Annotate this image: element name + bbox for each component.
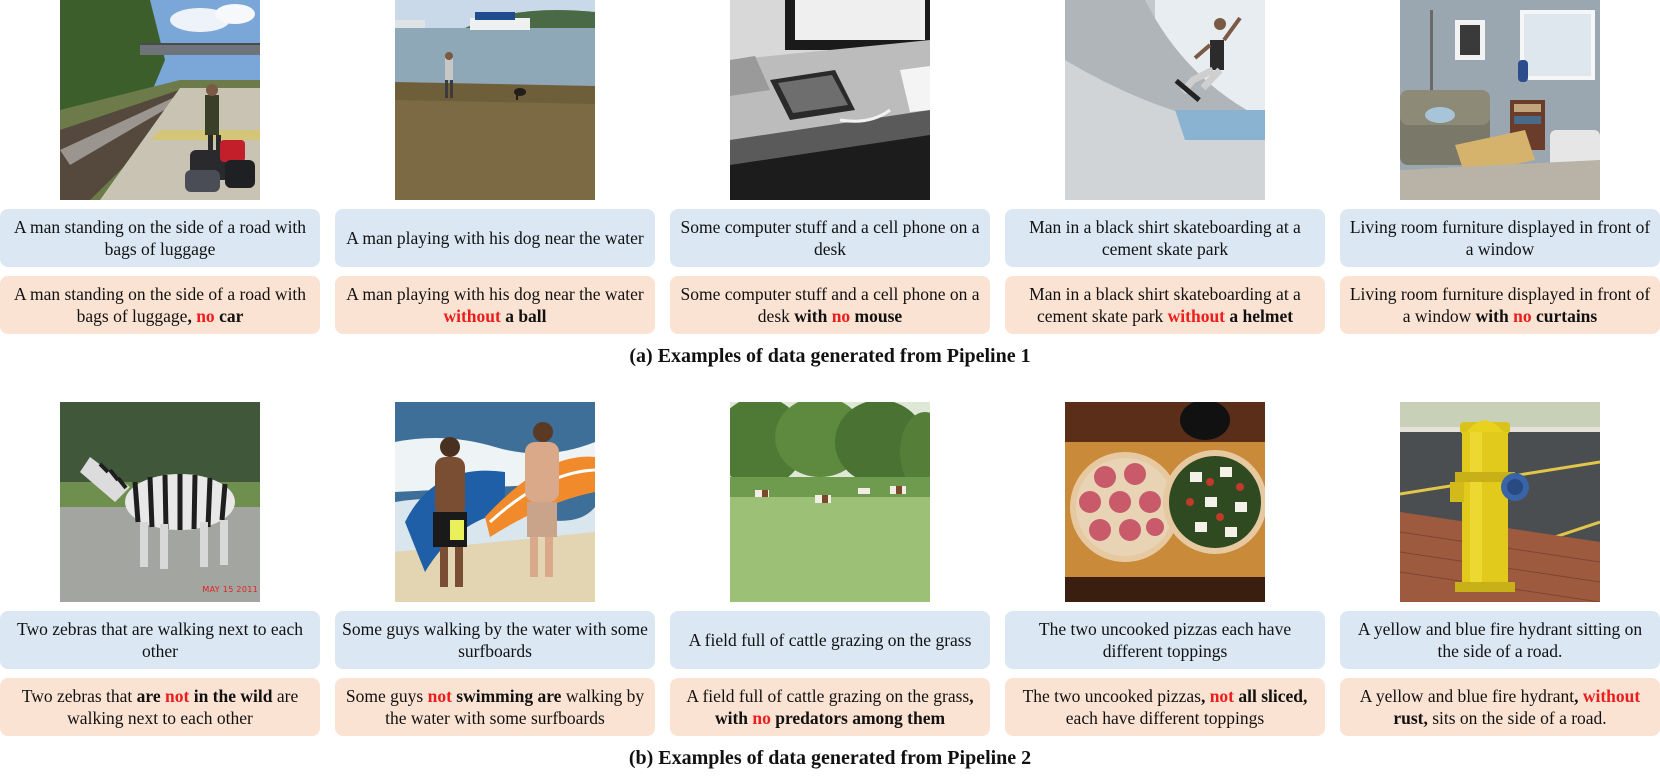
negated-caption-text: Two zebras that are not in the wild are walking next to each other [21, 685, 299, 728]
original-caption [0, 611, 320, 669]
original-caption [1005, 209, 1325, 267]
photo-cattle-field [730, 402, 930, 602]
original-caption-text: Man in a black shirt skateboarding at a cement skate park [1029, 216, 1301, 259]
negated-caption-text: A man standing on the side of a road with bags of luggage, no car [13, 283, 307, 326]
photo-two-zebras [60, 402, 260, 602]
negation-word: no [196, 306, 215, 326]
negated-caption [1340, 678, 1660, 736]
negation-word: no [1513, 306, 1532, 326]
photo-surfers-beach [395, 402, 595, 602]
negation-word: without [1582, 685, 1641, 706]
negated-caption-text: A field full of cattle grazing on the grass, with no predators among them [686, 685, 974, 728]
negated-caption-text: A man playing with his dog near the water without a ball [346, 283, 644, 326]
photo-two-pizzas [1065, 402, 1265, 602]
original-caption-text: Some guys walking by the water with some surfboards [342, 618, 648, 661]
negated-caption-text: Some computer stuff and a cell phone on a desk with no mouse [680, 283, 980, 326]
negation-word: not [1209, 685, 1234, 706]
pipeline2-caption: (b) Examples of data generated from Pipeline 2 [628, 747, 1032, 769]
negated-caption [335, 276, 655, 334]
negated-caption-text: Some guys not swimming are walking by the water with some surfboards [345, 685, 645, 728]
negation-word: no [831, 306, 851, 326]
original-caption-text: A field full of cattle grazing on the grass [688, 629, 972, 650]
negated-caption [1340, 276, 1660, 334]
pipeline2-example-3 [670, 402, 990, 737]
pipeline1-example-5 [1340, 0, 1660, 335]
photo-computer-desk-phone [730, 0, 930, 200]
negation-word: without [1167, 306, 1226, 326]
pipeline1-example-2 [335, 0, 655, 335]
pipeline2-example-1 [0, 402, 320, 737]
original-caption [1340, 209, 1660, 267]
original-caption [1340, 611, 1660, 669]
negation-word: not [165, 685, 190, 706]
negation-word: no [752, 708, 771, 728]
negated-caption [1005, 678, 1325, 736]
original-caption-text: Two zebras that are walking next to each other [17, 618, 303, 661]
original-caption [670, 611, 990, 669]
photo-living-room [1400, 0, 1600, 200]
pipeline2-example-4 [1005, 402, 1325, 737]
negated-caption-text: Living room furniture displayed in front of a window with no curtains [1349, 283, 1651, 326]
pipeline2-examples-row [0, 402, 1660, 737]
negated-caption [1005, 276, 1325, 334]
negation-word: not [427, 685, 452, 706]
original-caption-text: A man playing with his dog near the water [346, 227, 644, 248]
pipeline2-example-5 [1340, 402, 1660, 737]
photo-man-luggage-railway-platform [60, 0, 260, 200]
original-caption [335, 209, 655, 267]
original-caption [335, 611, 655, 669]
negated-caption [0, 678, 320, 736]
date-stamp: MAY 15 2011 [202, 585, 258, 594]
negated-caption-text: The two uncooked pizzas, not all sliced, each have different toppings [1022, 685, 1308, 728]
pipeline1-caption: (a) Examples of data generated from Pipeline 1 [629, 345, 1031, 367]
original-caption-text: Some computer stuff and a cell phone on a desk [680, 216, 980, 259]
pipeline1-example-3 [670, 0, 990, 335]
pipeline2-section [0, 402, 1660, 769]
pipeline1-examples-row [0, 0, 1660, 335]
pipeline2-example-2 [335, 402, 655, 737]
original-caption-text: Living room furniture displayed in front of a window [1349, 216, 1651, 259]
photo-fire-hydrant [1400, 402, 1600, 602]
negation-word: without [443, 306, 501, 326]
photo-man-dog-lake [395, 0, 595, 200]
pipeline1-example-1 [0, 0, 320, 335]
negated-caption [670, 276, 990, 334]
negated-caption [0, 276, 320, 334]
negated-caption [670, 678, 990, 736]
original-caption-text: A yellow and blue fire hydrant sitting on the side of a road. [1357, 618, 1643, 661]
original-caption [1005, 611, 1325, 669]
pipeline1-example-4 [1005, 0, 1325, 335]
original-caption [670, 209, 990, 267]
negated-caption-text: A yellow and blue fire hydrant, without rust, sits on the side of a road. [1359, 685, 1641, 728]
pipeline1-section [0, 0, 1660, 367]
photo-skateboarder-bowl [1065, 0, 1265, 200]
original-caption-text: A man standing on the side of a road with bags of luggage [13, 216, 307, 259]
original-caption-text: The two uncooked pizzas each have different toppings [1038, 618, 1292, 661]
negated-caption [335, 678, 655, 736]
negated-caption-text: Man in a black shirt skateboarding at a cement skate park without a helmet [1029, 283, 1301, 326]
original-caption [0, 209, 320, 267]
